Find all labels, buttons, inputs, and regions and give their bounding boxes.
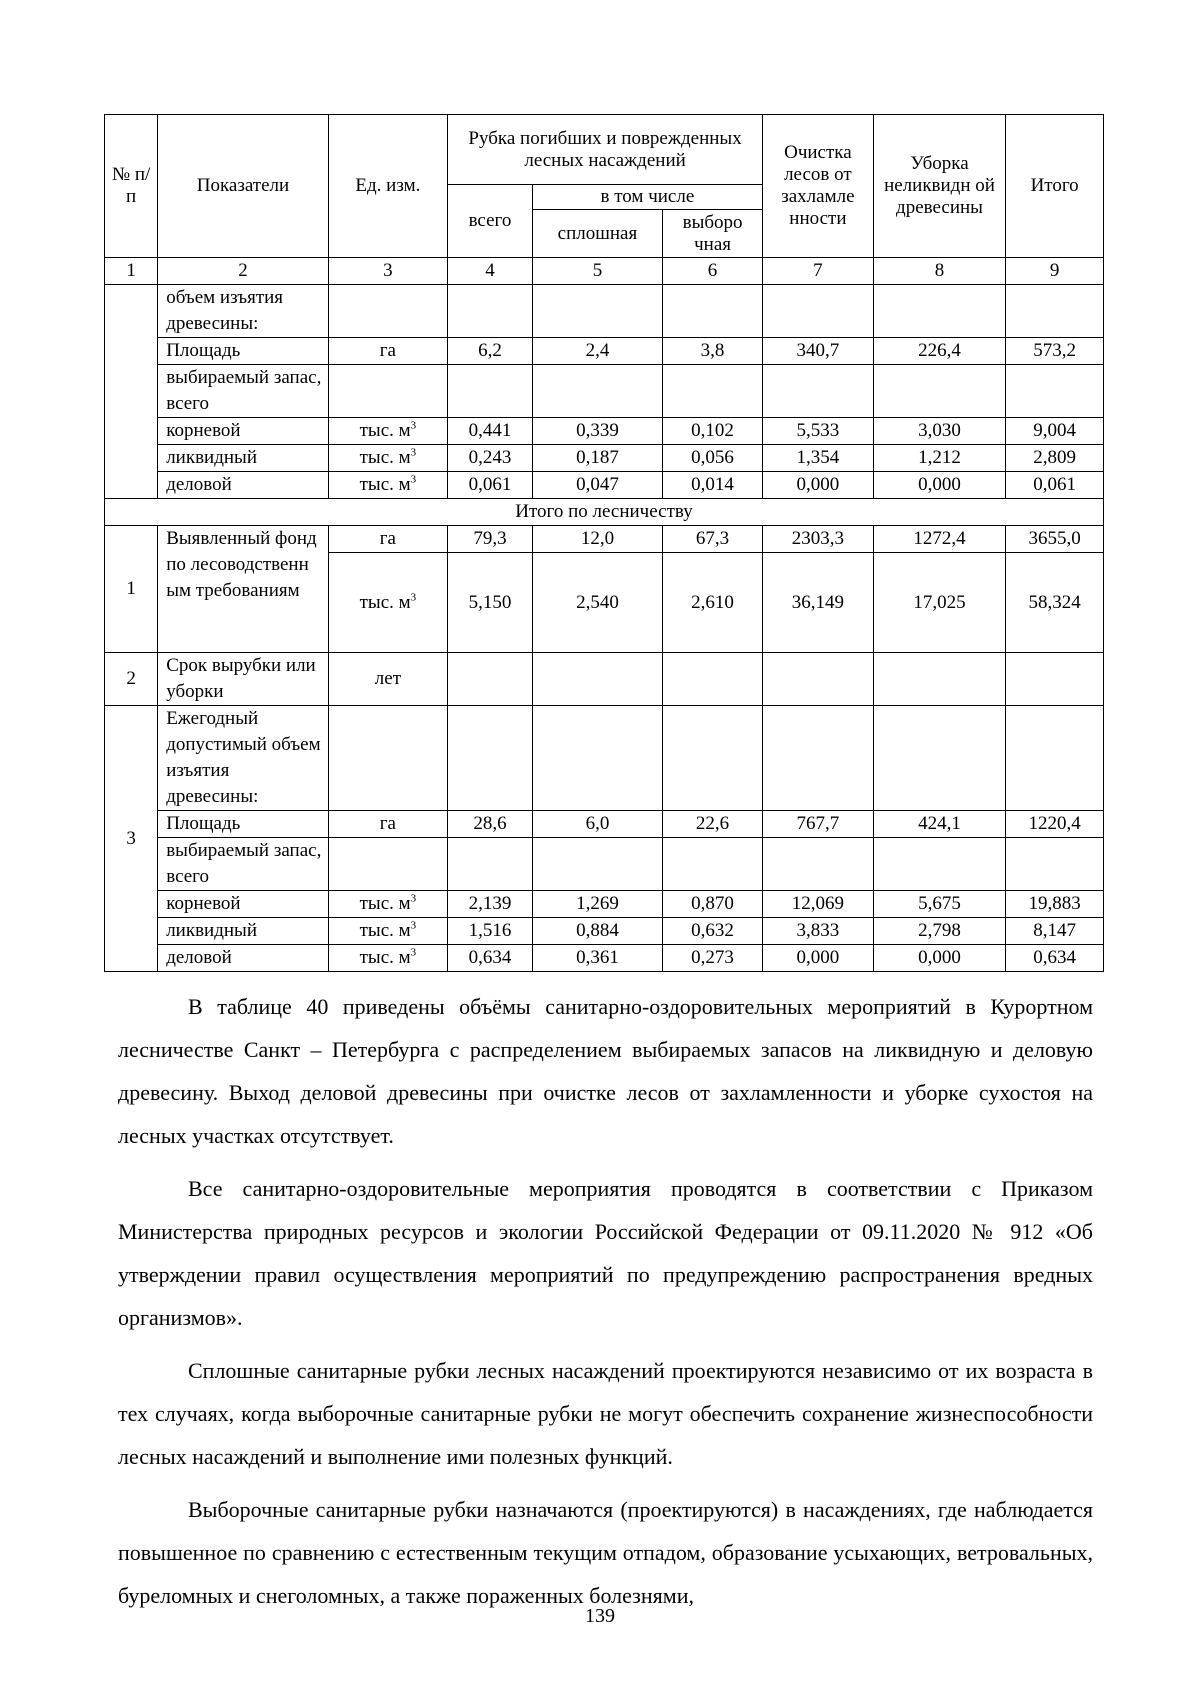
cell-value: 17,025 [873,553,1005,653]
cell-value: 424,1 [873,811,1005,838]
cell-value: 3,030 [873,418,1005,445]
header-num: № п/п [105,115,158,258]
row-unit: га [328,338,447,365]
body-text [118,985,1093,1627]
table-row [105,338,1104,365]
row-label: объем изъятия древесины: [158,285,328,338]
cell-value: 3655,0 [1006,526,1104,553]
row-label: Площадь [158,338,328,365]
cell-value: 0,014 [663,472,763,499]
cell-value: 2303,3 [763,526,874,553]
row-unit: га [328,811,447,838]
header-cleaning: Очистка лесов от захламле нности [763,115,874,258]
row-label: ликвидный [158,445,328,472]
col-number: 4 [448,258,533,285]
cell-value: 0,000 [873,472,1005,499]
cell-value: 12,0 [532,526,662,553]
cell-value: 1,354 [763,445,874,472]
cell-value: 3,8 [663,338,763,365]
header-itogo: Итого [1006,115,1104,258]
cell-value: 0,884 [532,918,662,945]
row-label: деловой [158,472,328,499]
empty-num-cell [105,285,158,499]
cell-value: 0,361 [532,945,662,972]
col-number: 5 [532,258,662,285]
cell-value: 19,883 [1006,891,1104,918]
row-unit: га [328,526,447,553]
cell-value: 0,061 [1006,472,1104,499]
header-including: в том числе [532,185,762,210]
cell-value: 2,540 [532,553,662,653]
col-number: 7 [763,258,874,285]
table-row [105,418,1104,445]
cell-value: 0,273 [663,945,763,972]
cell-value: 5,533 [763,418,874,445]
cell-value: 36,149 [763,553,874,653]
table-row [105,945,1104,972]
cell-value: 3,833 [763,918,874,945]
cell-value: 0,632 [663,918,763,945]
section-title-row [105,499,1104,526]
row-label: ликвидный [158,918,328,945]
cell-value: 2,809 [1006,445,1104,472]
cell-value: 5,150 [448,553,533,653]
row-num: 3 [105,706,158,972]
cell-value: 1272,4 [873,526,1005,553]
paragraph: В таблице 40 приведены объёмы санитарно-оздоровительных мероприятий в Курортном лесничестве Санкт – Петербурга с распределением выбираемых запасов на ликвидную и деловую древесину. Выход деловой древесины при очистке лесов от захламленности и уборке сухостоя на лесных участках отсутствует. [118,994,1093,1148]
cell-value: 0,000 [873,945,1005,972]
row-unit: тыс. $м^3$ [328,445,447,472]
paragraph: Сплошные санитарные рубки лесных насаждений проектируются независимо от их возраста в тех случаях, когда выборочные санитарные рубки не могут обеспечить сохранение жизнеспособности лесных насаждений и выполнение ими полезных функций. [118,1358,1093,1469]
cell-value: 22,6 [663,811,763,838]
col-number: 9 [1006,258,1104,285]
cell-value: 0,441 [448,418,533,445]
header-total-all: всего [448,185,533,258]
section-title: Итого по лесничеству [105,499,1104,526]
cell-value: 1220,4 [1006,811,1104,838]
header-cutting-group: Рубка погибших и поврежденных лесных насаждений [448,115,763,185]
header-selective: выборо чная [663,210,763,258]
col-number: 8 [873,258,1005,285]
row-label: деловой [158,945,328,972]
row-unit: тыс. $м^3$ [328,418,447,445]
row-unit: лет [328,653,447,706]
table-row [105,706,1104,811]
header-removal: Уборка неликвидн ой древесины [873,115,1005,258]
cell-value: 0,102 [663,418,763,445]
row-label: Площадь [158,811,328,838]
table-row [105,285,1104,338]
row-label: корневой [158,891,328,918]
table-row [105,811,1104,838]
cell-value: 12,069 [763,891,874,918]
column-numbers-row [105,258,1104,285]
sanitary-measures-table [104,114,1104,972]
cell-value: 0,000 [763,945,874,972]
row-label: выбираемый запас, всего [158,365,328,418]
cell-value: 0,061 [448,472,533,499]
header-indicators: Показатели [158,115,328,258]
cell-value: 2,610 [663,553,763,653]
row-num: 1 [105,526,158,653]
cell-value: 5,675 [873,891,1005,918]
table-row [105,472,1104,499]
row-label: Выявленный фонд по лесоводственн ым требованиям [158,526,328,653]
row-label: выбираемый запас, всего [158,838,328,891]
col-number: 6 [663,258,763,285]
row-unit: тыс. $м^3$ [328,918,447,945]
cell-value: 58,324 [1006,553,1104,653]
row-unit: тыс. $м^3$ [328,945,447,972]
row-label: Срок вырубки или уборки [158,653,328,706]
paragraph: Выборочные санитарные рубки назначаются (проектируются) в насаждениях, где наблюдается повышенное по сравнению с естественным текущим отпадом, образование усыхающих, ветровальных, буреломных и снеголомных, а также пораженных болезнями, [118,1497,1093,1608]
cell-value: 6,2 [448,338,533,365]
row-unit: тыс. $м^3$ [328,472,447,499]
cell-value: 0,339 [532,418,662,445]
cell-value: 0,634 [448,945,533,972]
cell-value: 0,634 [1006,945,1104,972]
cell-value: 2,798 [873,918,1005,945]
cell-value: 1,516 [448,918,533,945]
row-label: Ежегодный допустимый объем изъятия древесины: [158,706,328,811]
col-number: 1 [105,258,158,285]
row-label: корневой [158,418,328,445]
table-row [105,365,1104,418]
cell-value: 340,7 [763,338,874,365]
header-clear: сплошная [532,210,662,258]
cell-value: 0,870 [663,891,763,918]
header-unit: Ед. изм. [328,115,447,258]
cell-value: 226,4 [873,338,1005,365]
cell-value: 67,3 [663,526,763,553]
table-row [105,653,1104,706]
cell-value: 8,147 [1006,918,1104,945]
cell-value: 79,3 [448,526,533,553]
row-unit: тыс. $м^3$ [328,553,447,653]
cell-value: 1,269 [532,891,662,918]
cell-value: 2,4 [532,338,662,365]
page-number: 139 [585,1605,615,1627]
cell-value: 573,2 [1006,338,1104,365]
paragraph: Все санитарно-оздоровительные мероприятия проводятся в соответствии с Приказом Министерства природных ресурсов и экологии Российской Федерации от 09.11.2020 № 912 «Об утверждении правил осуществления мероприятий по предупреждению распространения вредных организмов». [118,1176,1093,1330]
col-number: 2 [158,258,328,285]
cell-value: 0,187 [532,445,662,472]
table-row [105,526,1104,553]
row-unit: тыс. $м^3$ [328,891,447,918]
cell-value: 1,212 [873,445,1005,472]
table-row [105,445,1104,472]
cell-value: 767,7 [763,811,874,838]
cell-value: 9,004 [1006,418,1104,445]
table-row [105,918,1104,945]
cell-value: 0,047 [532,472,662,499]
table-row [105,838,1104,891]
cell-value: 0,056 [663,445,763,472]
cell-value: 6,0 [532,811,662,838]
cell-value: 0,000 [763,472,874,499]
cell-value: 2,139 [448,891,533,918]
row-num: 2 [105,653,158,706]
cell-value: 0,243 [448,445,533,472]
col-number: 3 [328,258,447,285]
table-row [105,891,1104,918]
cell-value: 28,6 [448,811,533,838]
